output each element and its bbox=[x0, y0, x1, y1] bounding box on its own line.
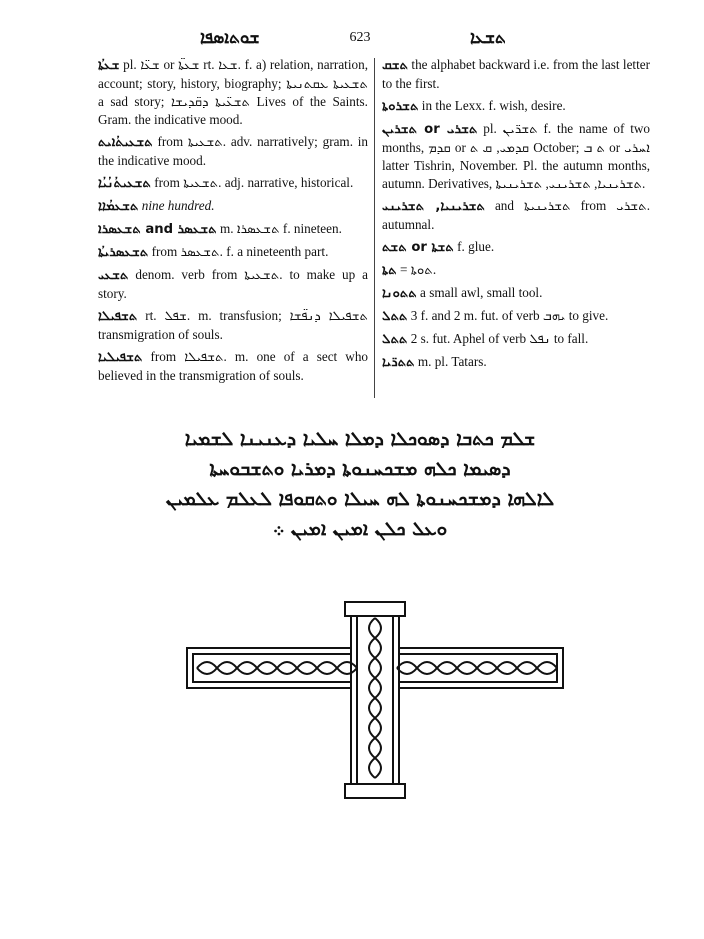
entry: ܬܫܬܐ or ܬܫܬ f. glue. bbox=[382, 239, 495, 255]
ornamental-cross-icon bbox=[185, 600, 565, 800]
entry: ܬܫܥܝܬܳܐܝܬ from ܬܫܥܝܬܐ. adv. narratively; gram. in the indicative mood. bbox=[98, 134, 368, 168]
entry: ܫܥܬܳܐ pl. ܫܥ̈ܐ or ܫܥܬ̈ܐ rt. ܫܥܐ. f. a) relation, narration, account; story, history, biography; ܬܫܥܝܬܐ ܥܩܬܢܝܬܐ a sad story; ܬܫܥ̈ܝܬܐ ܕܩ̈ܕܝܫܐ Lives of the Saints. Gram. the indicative mood. bbox=[98, 57, 368, 127]
entry: ܬܬܠ 2 s. fut. Aphel of verb ܢܦܠ to fall. bbox=[382, 331, 589, 347]
entry: ܬܬܠ 3 f. and 2 m. fut. of verb ܝܗܒ to give. bbox=[382, 308, 609, 324]
entry: ܬܫܥܝܬܳܢܳܝܳܐ from ܬܫܥܝܬܐ. adj. narrative, historical. bbox=[98, 175, 354, 191]
entry: ܬܫܩ the alphabet backward i.e. from the last letter to the first. bbox=[382, 57, 650, 91]
page-number: 623 bbox=[349, 30, 371, 45]
entry: ܬܫܥܣܪ and ܬܫܥܣܪܐ m. ܬܫܥܣܪܐ f. nineteen. bbox=[98, 221, 342, 237]
entry: ܬܫܦܝܠܐ rt. ܫܦܠ. m. transfusion; ܬܫܦܝܠܐ ܕܢܦ̈ܫܐ transmigration of souls. bbox=[98, 308, 369, 342]
running-head-right: ܬܫܥܐ bbox=[470, 28, 506, 48]
entry: ܬܫܥܡܳܐܐ nine hundred. bbox=[98, 198, 215, 214]
entry: ܬܫܥܣܪܝܬܳܐ from ܬܫܥܣܪ. f. a nineteenth part. bbox=[98, 244, 329, 260]
running-head-left: ܫܘܬܐܣܦܐ bbox=[200, 28, 260, 48]
colophon-line: ܫܠܡ ܟܬܒܐ ܕܣܘܟܠܐ ܕܡܠܐ ܚܠܝܐ ܕܥܢܝܢܐ ܠܫܡܝܐ bbox=[184, 428, 536, 450]
colophon-line: ܠܐܠܗܐ ܕܡܫܟܚܢܘܬܐ ܠܗ ܚܝܠܐ ܘܬܩܘܦܐ ܠܥܠܡ ܥܠܡܝܢ bbox=[165, 488, 555, 510]
colophon-line: ܘܥܠ ܟܠܢ ܐܡܝܢ ܐܡܝܢ ܀ bbox=[272, 518, 448, 540]
entry: ܬܬܘܢܐ a small awl, small tool. bbox=[382, 285, 543, 301]
entry: ܬܫܥܝ denom. verb from ܬܫܥܝܬܐ. to make up a story. bbox=[98, 267, 368, 301]
left-column bbox=[98, 56, 368, 389]
entry: ܬܬܪ̈ܝܐ m. pl. Tatars. bbox=[382, 354, 487, 370]
entry: ܬܫܪܝܢܝܐ, ܬܫܪܝܢܝ and ܬܫܪܝܢܝܬܐ from ܬܫܪܝ. autumnal. bbox=[382, 198, 651, 232]
entry: ܬܫܪܝ or ܬܫܪܝܢ pl. ܬܫܪ̈ܝܢ f. the name of two months, ܩܕܡ or ܩܕܡܝ, ܩ ܬ October; ܬ ܒ or ܐܚܪܝ latter Tishrin, November. Pl. the autumn months, autumn. Derivatives, ܬܫܪܝܢܝܐ, ܬܫܪܝܢܝ, ܬܫܪܝܢܝܬܐ. bbox=[382, 121, 651, 191]
entry: ܬܬܐ = ܬܘܬܐ. bbox=[382, 262, 437, 278]
colophon-line: ܕܣܝܡܐ ܟܠܗ ܡܫܟܚܢܘܬܐ ܕܡܪܝܐ ܘܬܫܒܘܚܬܐ bbox=[209, 458, 511, 480]
entry: ܬܫܦܝܠܝܐ from ܬܫܦܝܠܐ. m. one of a sect who believed in the transmigration of souls. bbox=[98, 349, 369, 383]
entry: ܬܫܪܘܬܐ in the Lexx. f. wish, desire. bbox=[382, 98, 566, 114]
right-column bbox=[382, 56, 650, 376]
column-divider bbox=[374, 58, 375, 398]
